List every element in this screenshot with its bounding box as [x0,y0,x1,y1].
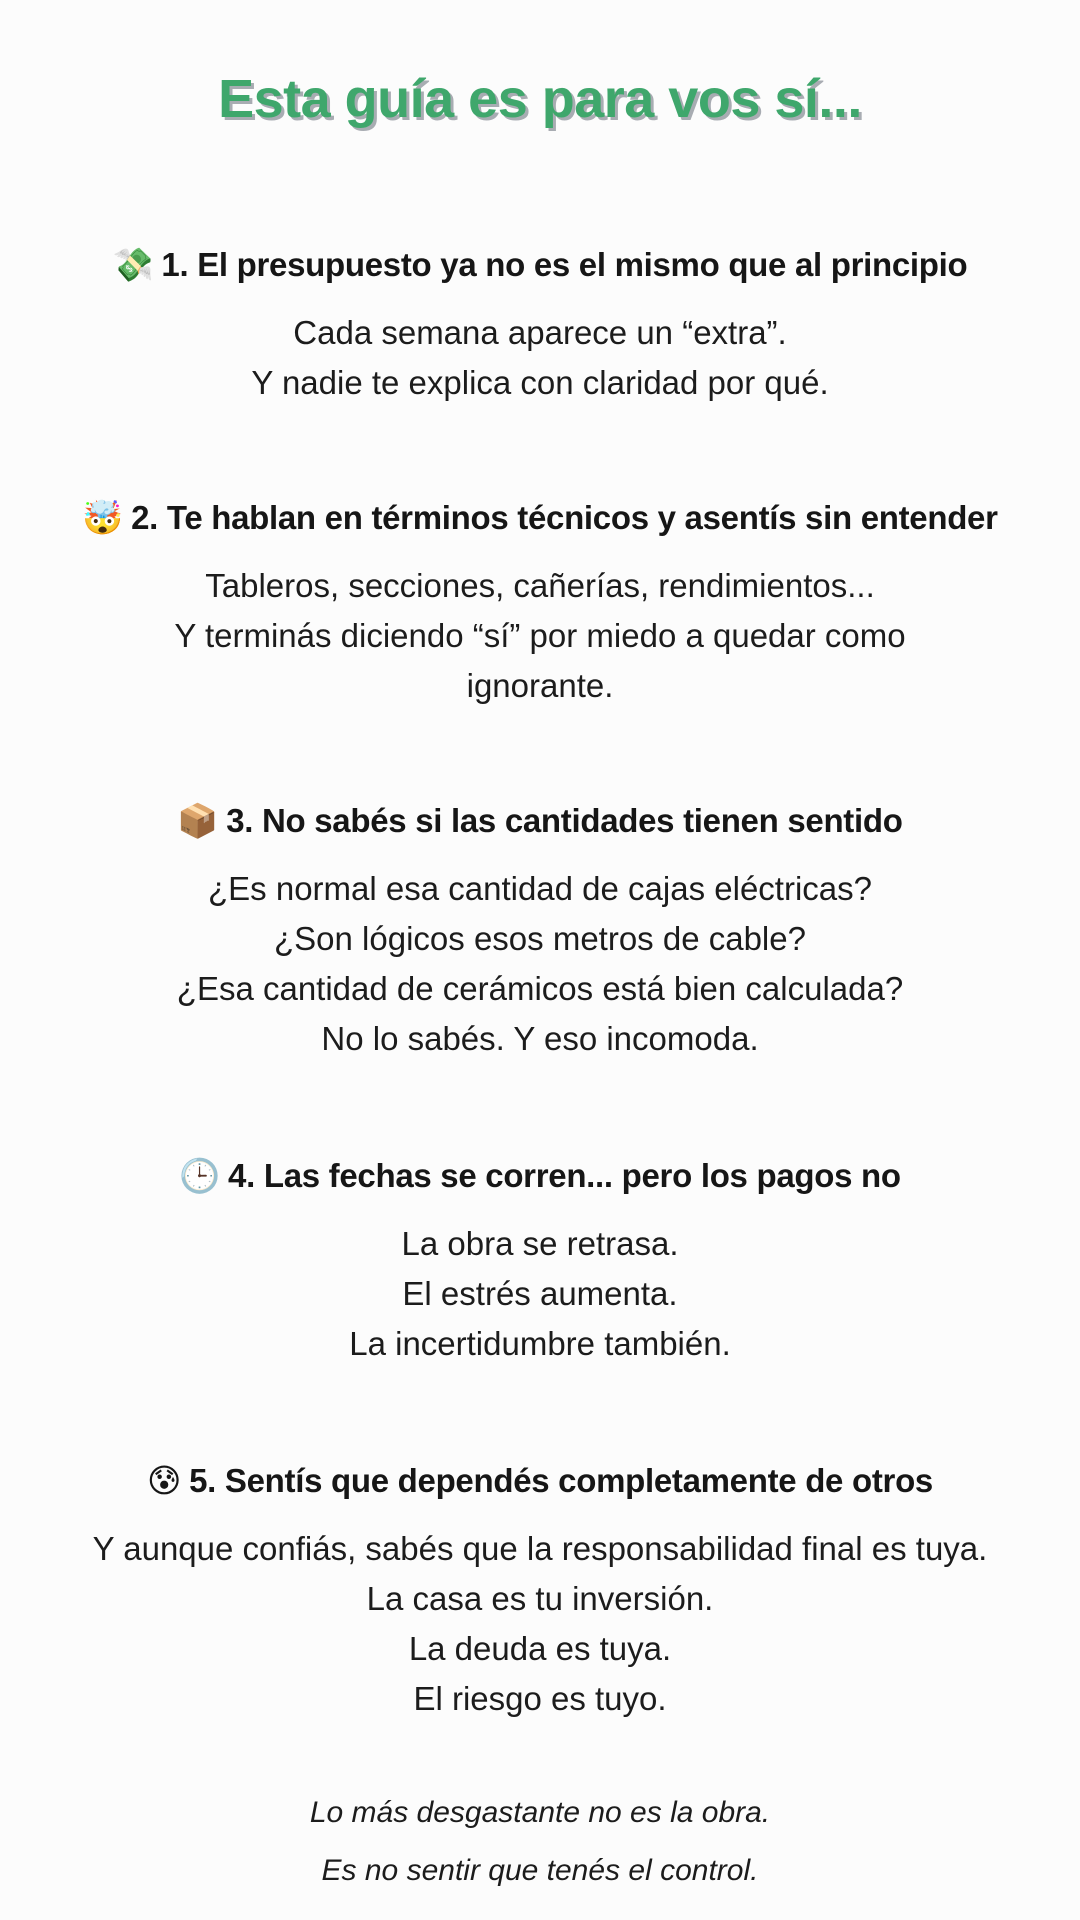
closing-line: Lo más desgastante no es la obra. [309,1796,771,1829]
section-budget [0,242,1080,408]
body-line: El riesgo es tuyo. [413,1680,667,1717]
anxious-face-icon: 😰 [147,1461,182,1500]
section-dates [0,1153,1080,1369]
section-heading [0,495,1080,541]
body-line: ¿Son lógicos esos metros de cable? [274,920,806,957]
body-line: ignorante. [466,667,614,704]
body-line: Y terminás diciendo “sí” por miedo a quedar como [174,617,906,654]
body-line: La deuda es tuya. [408,1630,672,1667]
section-body [0,1219,1080,1369]
body-line: Tableros, secciones, cañerías, rendimientos... [205,567,875,604]
section-heading-text: 5. Sentís que dependés completamente de otros [189,1462,933,1499]
section-body [0,561,1080,711]
body-line: ¿Esa cantidad de cerámicos está bien calculada? [176,970,904,1007]
body-line: No lo sabés. Y eso incomoda. [321,1020,759,1057]
clock-icon: 🕒 [179,1156,221,1195]
body-line: ¿Es normal esa cantidad de cajas eléctricas? [208,870,872,907]
section-heading-text: 3. No sabés si las cantidades tienen sentido [226,802,903,839]
exploding-head-icon: 🤯 [82,498,124,537]
body-line: Y aunque confiás, sabés que la responsabilidad final es tuya. [92,1530,988,1567]
section-heading-text: 2. Te hablan en términos técnicos y asentís sin entender [131,499,998,536]
section-body [0,864,1080,1064]
body-line: El estrés aumenta. [402,1275,678,1312]
closing-line: Es no sentir que tenés el control. [321,1854,759,1887]
section-heading [0,242,1080,288]
section-body [0,1524,1080,1724]
body-line: La incertidumbre también. [349,1325,731,1362]
package-box-icon: 📦 [177,801,219,840]
body-line: La casa es tu inversión. [366,1580,714,1617]
page-title: Esta guía es para vos sí... [218,69,862,129]
section-heading [0,798,1080,844]
body-line: Y nadie te explica con claridad por qué. [251,364,829,401]
section-heading [0,1153,1080,1199]
section-body [0,308,1080,408]
section-heading [0,1458,1080,1504]
section-technical-terms [0,495,1080,711]
section-heading-text: 1. El presupuesto ya no es el mismo que al principio [161,246,968,283]
money-with-wings-icon: 💸 [112,245,154,284]
section-quantities [0,798,1080,1064]
body-line: La obra se retrasa. [401,1225,679,1262]
body-line: Cada semana aparece un “extra”. [293,314,787,351]
section-heading-text: 4. Las fechas se corren... pero los pagos no [228,1157,901,1194]
section-dependence [0,1458,1080,1724]
